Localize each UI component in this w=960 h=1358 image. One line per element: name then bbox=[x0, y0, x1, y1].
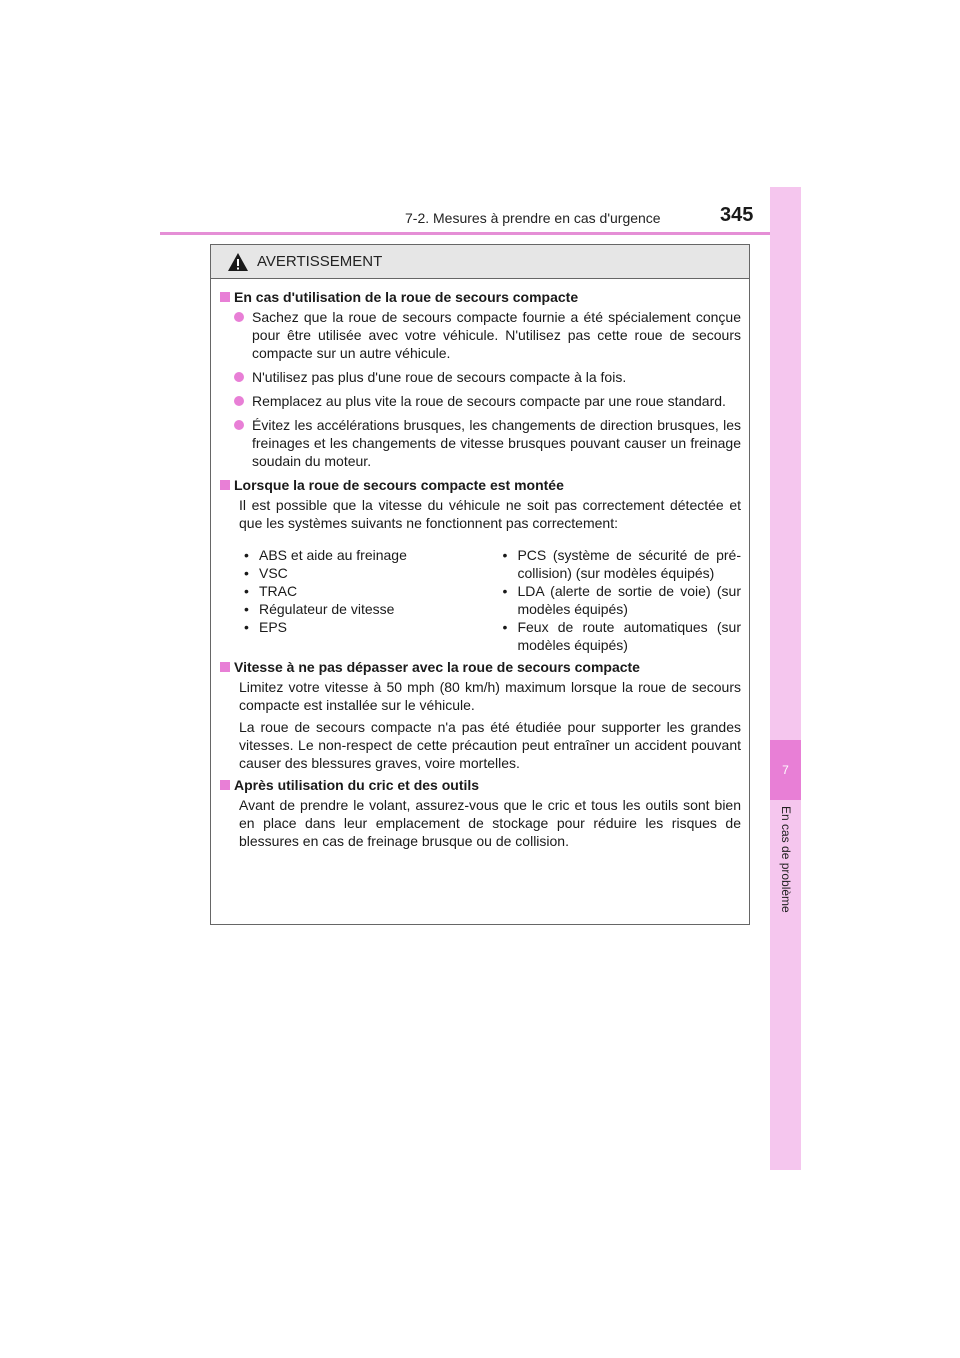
warning-title: AVERTISSEMENT bbox=[257, 253, 383, 270]
list-item: • PCS (système de sécurité de pré-collision) (sur modèles équipés) bbox=[497, 546, 741, 582]
list-item: • EPS bbox=[239, 618, 497, 636]
system-list-right bbox=[497, 546, 741, 654]
system-list-left bbox=[239, 546, 497, 654]
section-heading: Vitesse à ne pas dépasser avec la roue de secours compacte bbox=[220, 658, 741, 676]
list-item: • Régulateur de vitesse bbox=[239, 600, 497, 618]
page-number: 345 bbox=[720, 204, 754, 226]
paragraph: Limitez votre vitesse à 50 mph (80 km/h) maximum lorsque la roue de secours compacte est installée sur le véhicule. bbox=[239, 679, 741, 713]
list-item: • LDA (alerte de sortie de voie) (sur modèles équipés) bbox=[497, 582, 741, 618]
list-item: • TRAC bbox=[239, 582, 497, 600]
section-heading: En cas d'utilisation de la roue de secours compacte bbox=[220, 288, 741, 306]
side-tab bbox=[770, 187, 801, 1170]
bullet-item: Remplacez au plus vite la roue de secours compacte par une roue standard. bbox=[220, 392, 741, 410]
chapter-label-text: En cas de problème bbox=[779, 806, 793, 913]
bullet-item: Sachez que la roue de secours compacte fournie a été spécialement conçue pour être utilisée avec votre véhicule. N'utilisez pas cette roue de secours compacte sur un autre véhicule. bbox=[220, 308, 741, 362]
chapter-label bbox=[770, 800, 801, 980]
section-heading: Après utilisation du cric et des outils bbox=[220, 776, 741, 794]
bullet-item: N'utilisez pas plus d'une roue de secours compacte à la fois. bbox=[220, 368, 741, 386]
list-item: • Feux de route automatiques (sur modèles équipés) bbox=[497, 618, 741, 654]
header-rule bbox=[160, 232, 800, 235]
warning-body bbox=[211, 279, 749, 850]
list-item: • VSC bbox=[239, 564, 497, 582]
warning-box bbox=[210, 244, 750, 925]
warning-triangle-icon bbox=[227, 252, 249, 272]
paragraph: La roue de secours compacte n'a pas été étudiée pour supporter les grandes vitesses. Le non-respect de cette précaution peut entraîner un accident pouvant causer des blessures graves, voire mortelles. bbox=[239, 719, 741, 771]
chapter-number-box bbox=[770, 740, 801, 800]
paragraph: Avant de prendre le volant, assurez-vous que le cric et tous les outils sont bien en place dans leur emplacement de stockage pour réduire les risques de blessures en cas de freinage brusque ou de collision. bbox=[239, 797, 741, 849]
chapter-number: 7 bbox=[782, 763, 789, 777]
section-heading: Lorsque la roue de secours compacte est montée bbox=[220, 476, 741, 494]
section-title: 7-2. Mesures à prendre en cas d'urgence bbox=[405, 210, 661, 226]
system-list bbox=[220, 546, 741, 654]
list-item: • ABS et aide au freinage bbox=[239, 546, 497, 564]
warning-header bbox=[211, 245, 749, 279]
bullet-item: Évitez les accélérations brusques, les changements de direction brusques, les freinages et les changements de vitesse brusques pouvant causer un freinage soudain du moteur. bbox=[220, 416, 741, 470]
paragraph: Il est possible que la vitesse du véhicule ne soit pas correctement détectée et que les systèmes suivants ne fonctionnent pas correctement: bbox=[239, 497, 741, 531]
